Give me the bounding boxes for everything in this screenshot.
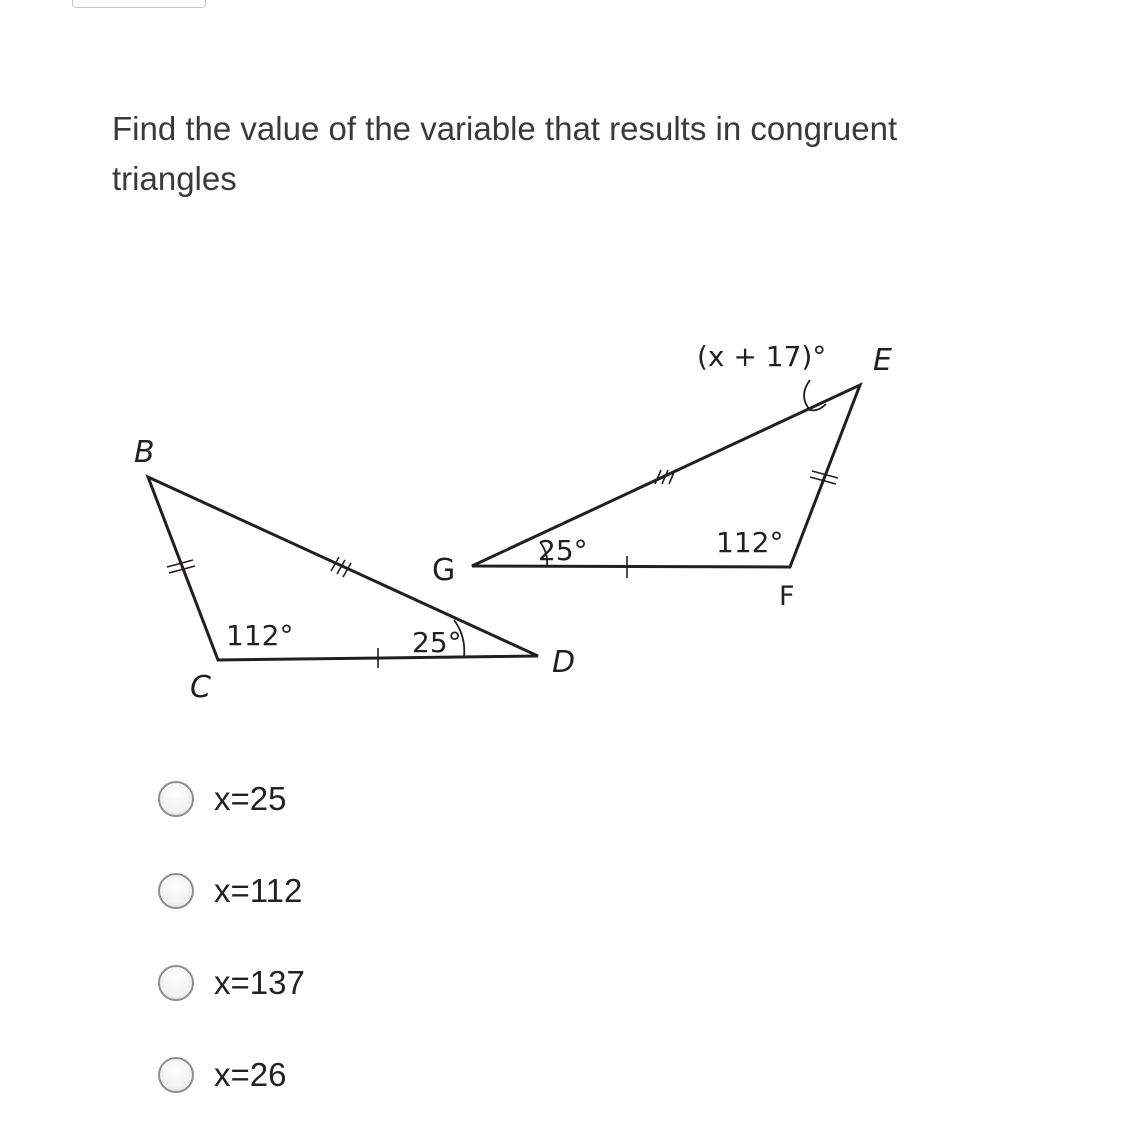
vertex-label-d: D [552, 645, 576, 680]
option-x-26[interactable] [158, 1052, 305, 1098]
option-x-137[interactable] [158, 960, 305, 1006]
radio-button[interactable] [158, 873, 194, 909]
option-label[interactable]: x=25 [214, 780, 287, 817]
radio-button[interactable] [158, 781, 194, 817]
vertex-label-g: G [432, 553, 456, 588]
option-x-112[interactable] [158, 868, 305, 914]
vertex-label-b: B [134, 435, 155, 470]
answer-options [158, 776, 305, 1144]
question-text: Find the value of the variable that results in congruent triangles [112, 110, 898, 197]
angle-label-e: (x + 17)° [697, 340, 827, 373]
angle-label-c: 112° [226, 619, 294, 652]
radio-button[interactable] [158, 965, 194, 1001]
angle-label-g: 25° [538, 534, 588, 567]
option-label[interactable]: x=26 [214, 1056, 287, 1093]
option-x-25[interactable] [158, 776, 305, 822]
vertex-label-c: C [190, 670, 211, 705]
vertex-label-f: F [779, 581, 795, 612]
angle-label-f: 112° [716, 526, 784, 559]
option-label[interactable]: x=137 [214, 964, 305, 1001]
angle-label-d: 25° [412, 626, 462, 659]
option-label[interactable]: x=112 [214, 872, 303, 909]
triangle-bcd [148, 477, 538, 660]
vertex-label-e: E [873, 343, 892, 378]
radio-button[interactable] [158, 1057, 194, 1093]
